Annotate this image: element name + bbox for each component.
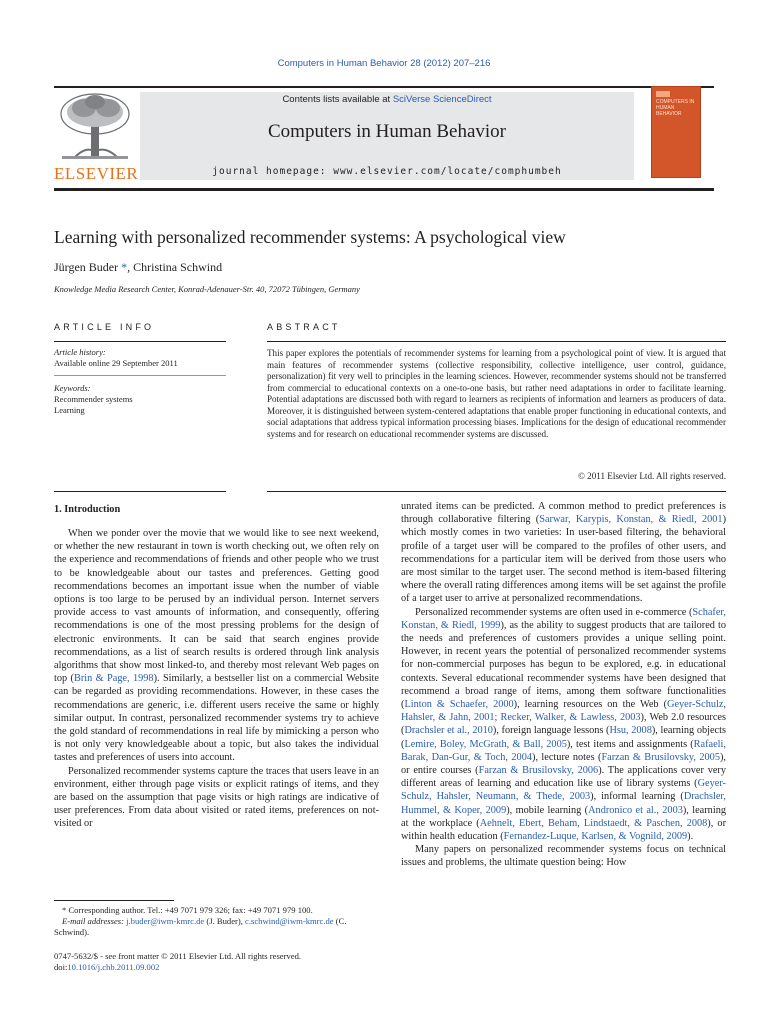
article-info-rule [54, 341, 226, 342]
affiliation: Knowledge Media Research Center, Konrad-Adenauer-Str. 40, 72072 Tübingen, Germany [54, 284, 360, 294]
author-2: Christina Schwind [133, 260, 223, 274]
paragraph-text: ), learning objects ( [401, 725, 726, 750]
tree-icon [54, 90, 136, 162]
citation-link[interactable]: Aehnelt, Ebert, Beham, Lindstaedt, & Paschen, 2008 [479, 817, 708, 829]
keyword: Learning [54, 405, 85, 415]
citation-link[interactable]: Geyer-Schulz, Hahsler, Neumann, & Thede, 2003 [401, 778, 726, 803]
contents-line [140, 94, 634, 105]
abstract-rule-bottom [267, 491, 726, 492]
footnote [54, 905, 379, 938]
paragraph-text: ), learning resources on the Web ( [513, 699, 668, 711]
email-owner: (J. Buder), [204, 916, 246, 926]
citation-link[interactable]: Geyer-Schulz, Hahsler, & Jahn, 2001; Recker, Walker, & Lawless, 2003 [401, 699, 726, 724]
paragraph-text: ), Web 2.0 resources ( [401, 712, 727, 737]
paragraph-text: unrated items can be predicted. A common method to predict preferences is through collaborative filtering ( [401, 501, 726, 526]
section-heading-introduction: 1. Introduction [54, 504, 121, 515]
article-info-rule-bottom [54, 491, 226, 492]
journal-citation[interactable]: Computers in Human Behavior 28 (2012) 207–216 [277, 58, 491, 69]
paragraph-text: ), or within health education ( [401, 817, 727, 843]
journal-homepage[interactable]: journal homepage: www.elsevier.com/locate/comphumbeh [212, 166, 562, 177]
citation-link[interactable]: Schafer, Konstan, & Riedl, 1999 [401, 606, 726, 631]
citation-link[interactable]: Hsu, 2008 [609, 725, 652, 737]
citation-link[interactable]: Drachsler, Hummel, & Koper, 2009 [401, 791, 726, 816]
contents-prefix: Contents lists available at [282, 94, 393, 105]
paragraph-text: When we ponder over the movie that we would like to see next weekend, or whether the new restaurant in town is worth checking out, we often rely on the experience and recommendations of friends and other people who we trust to be knowledgeable about our tastes and preferences. Getting good recommendations becomes an important issue when the number of viable options is too large to be perused by an individual person. Internet servers provide access to vast amounts of information, and consequently, offering recommendations is one of the most pressing problems for the design of electronic environments. It can be said that search engines provide recommendations, as a list of search results is ordered through link analysis algorithms that show most linked-to, and thereby most relevant Web pages on top ( [54, 528, 379, 685]
body-column-right [401, 500, 726, 870]
history-value: Available online 29 September 2011 [54, 358, 178, 368]
header-rule-bottom [54, 188, 714, 191]
paragraph-text: ), test items and assignments ( [566, 738, 694, 750]
elsevier-wordmark[interactable]: ELSEVIER [54, 164, 139, 183]
email-link[interactable]: j.buder@iwm-kmrc.de [126, 916, 205, 926]
paragraph-text: ), foreign language lessons ( [492, 725, 610, 737]
corresponding-author-note: * Corresponding author. Tel.: +49 7071 979 326; fax: +49 7071 979 100. [62, 905, 313, 915]
email-link[interactable]: c.schwind@iwm-kmrc.de [245, 916, 334, 926]
citation-link[interactable]: Brin & Page, 1998 [73, 673, 154, 685]
keywords-label: Keywords: [54, 383, 91, 393]
history-divider [54, 375, 226, 376]
article-title: Learning with personalized recommender systems: A psychological view [54, 227, 566, 247]
email-owner: (C. Schwind). [54, 916, 347, 937]
paragraph [54, 527, 379, 765]
paragraph [401, 606, 726, 844]
paragraph-text: ), learning at the workplace ( [401, 804, 726, 829]
abstract-heading: ABSTRACT [267, 322, 341, 332]
paragraph [401, 500, 726, 606]
front-matter [54, 951, 301, 973]
header-rule-top [54, 86, 714, 88]
paragraph-text: ). The applications cover very different areas of learning and education like use of library systems ( [401, 765, 726, 790]
paragraph-text: ), or entire courses ( [401, 751, 726, 777]
sciencedirect-link[interactable]: SciVerse ScienceDirect [392, 94, 492, 105]
doi-label: doi: [54, 962, 68, 972]
abstract-copyright: © 2011 Elsevier Ltd. All rights reserved. [578, 471, 726, 481]
paragraph-text: ), as the ability to suggest products that are tailored to the needs and preferences of customers provides a unique selling point. However, in recent years the potential of personalized recommender systems for non-commercial purposes has begun to be explored, e.g. in educational contexts. Several educational recommender systems have been designed that recommend a broad range of items, among them software functionalities ( [401, 619, 726, 711]
citation-link[interactable]: Sarwar, Karypis, Konstan, & Riedl, 2001 [539, 514, 723, 526]
citation-link[interactable]: Lemire, Boley, McGrath, & Ball, 2005 [404, 738, 567, 750]
front-matter-line: 0747-5632/$ - see front matter © 2011 Elsevier Ltd. All rights reserved. [54, 951, 302, 961]
citation-link[interactable]: Farzan & Brusilovsky, 2006 [478, 765, 599, 777]
citation-link[interactable]: Linton & Schaefer, 2000 [404, 699, 514, 711]
email-label: E-mail addresses: [62, 916, 127, 926]
paragraph-text: ), mobile learning ( [506, 804, 589, 816]
author-1: Jürgen Buder [54, 260, 119, 274]
citation-link[interactable]: Andronico et al., 2003 [588, 804, 683, 816]
body-column-left [54, 527, 379, 831]
journal-title: Computers in Human Behavior [268, 121, 506, 142]
citation-link[interactable]: Rafaeli, Barak, Dan-Gur, & Toch, 2004 [401, 738, 726, 763]
citation-link[interactable]: Farzan & Brusilovsky, 2005 [601, 751, 720, 763]
paragraph-text: Personalized recommender systems are often used in e-commerce ( [415, 606, 693, 618]
author-list [54, 260, 222, 275]
paragraph: Personalized recommender systems capture the traces that users leave in an environment, either through page visits or explicit ratings of items, and they are based on the assumption that page visits or high ratings are indicative of user preferences. From data about visited or rated items, preferences on not-visited or [54, 765, 379, 830]
citation-link[interactable]: Drachsler et al., 2010 [404, 725, 493, 737]
doi-line [54, 962, 301, 973]
cover-strip [656, 91, 670, 97]
doi-link[interactable]: 10.1016/j.chb.2011.09.002 [67, 962, 160, 972]
paragraph-text: ) which mostly comes in two varieties: In user-based filtering, the behavioral profile of a target user will be compared to the profiles of other users, and recommendations for a particular item will be derived from those users who are most similar to the target user. The second method is item-based filtering where the overall rating differences among items will be set against the profile of a target user to arrive at personalized recommendations. [401, 514, 726, 605]
paragraph: Many papers on personalized recommender systems focus on technical issues and problems, the ultimate question being: How [401, 844, 726, 869]
author-separator: , [127, 260, 134, 274]
paragraph-text: ), informal learning ( [590, 791, 684, 803]
abstract-text: This paper explores the potentials of recommender systems for learning from a psychological point of view. It is argued that main features of recommender systems (collective responsibility, collective intelligence, user control, guidance, personalization) fit very well to principles in the learning sciences. However, recommender systems should not be transferred from commercial to educational contexts on a one-to-one basis, but rather need adaptations in order to facilitate learning. Potential adaptations are discussed both with regard to learners as recipients of information and learners as producers of data. Moreover, it is distinguished between system-centered adaptations that enable proper functioning in educational contexts, and social adaptations that address typical information processing biases. Implications for the design of educational recommender systems and for research on educational recommender systems are discussed. [267, 348, 726, 439]
paragraph-text: ). [687, 831, 694, 843]
keyword: Recommender systems [54, 394, 133, 404]
corresponding-author-mark[interactable]: * [118, 260, 128, 274]
footnote-rule [54, 900, 174, 901]
journal-cover-image[interactable] [651, 86, 701, 178]
history-label: Article history: [54, 347, 106, 357]
paragraph-text: ), lecture notes ( [532, 751, 602, 763]
citation-link[interactable]: Fernandez-Luque, Karlsen, & Vognild, 2009 [503, 831, 688, 843]
email-line [54, 916, 379, 938]
cover-title: COMPUTERS IN HUMAN BEHAVIOR [656, 99, 695, 117]
abstract-rule [267, 341, 726, 342]
article-info-heading: ARTICLE INFO [54, 322, 155, 332]
paragraph-text: ). Similarly, a bestseller list on a commercial Website can be regarded as providing recommendations. However, in these cases the recommendations are generic, i.e. different users receive the same or highly similar output. In contrast, personalized recommender systems try to achieve the gold standard of recommendations in real life by mimicking a person who is not only very knowledgeable about a topic, but also takes the individual tastes and preferences of users into account. [54, 673, 379, 764]
